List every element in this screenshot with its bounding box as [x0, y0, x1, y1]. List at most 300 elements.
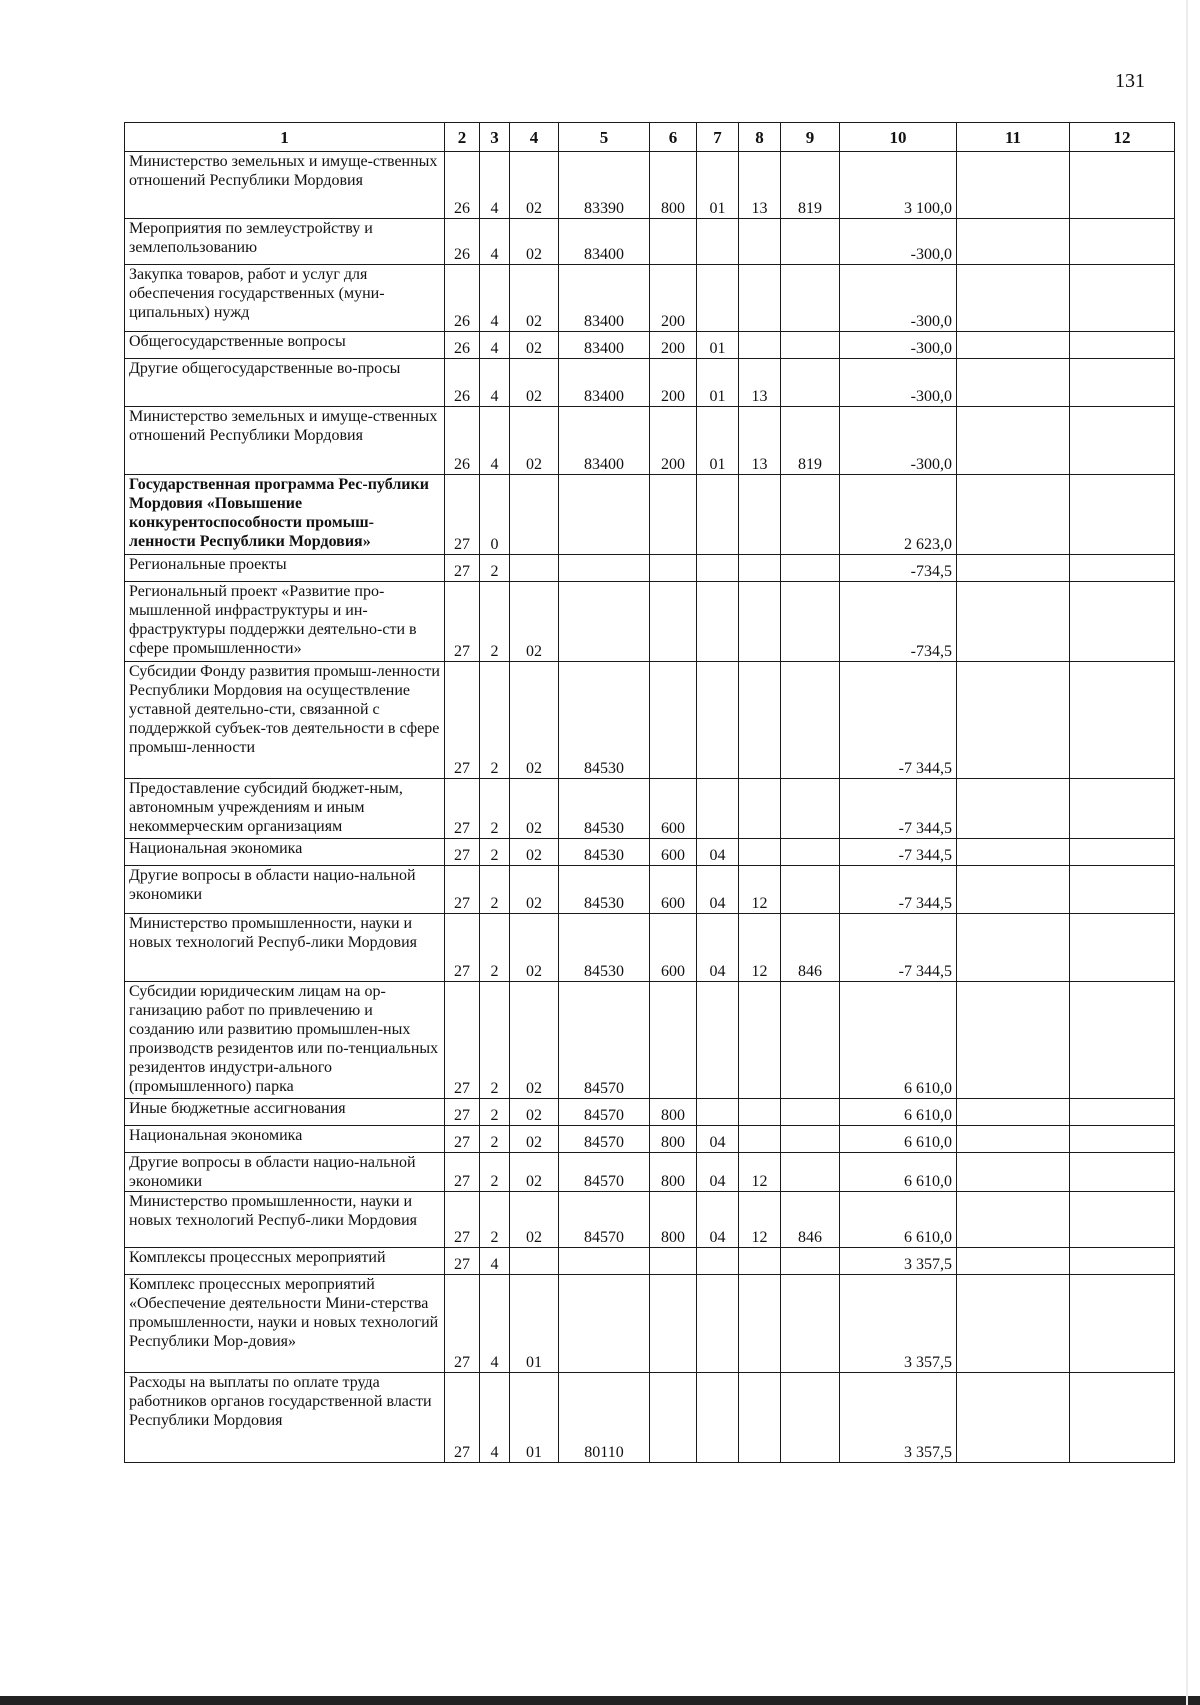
row-name: Министерство промышленности, науки и новых технологий Респуб-лики Мордовия	[125, 1192, 445, 1248]
col-3-code: 2	[480, 662, 510, 779]
col-11-value	[957, 555, 1070, 582]
col-10-amount: 3 100,0	[840, 152, 957, 219]
header-cell: 2	[445, 123, 480, 152]
row-name: Министерство земельных и имуще-ственных отношений Республики Мордовия	[125, 407, 445, 475]
col-9-code: 846	[781, 914, 840, 982]
table-body	[125, 152, 1175, 1463]
col-6-code: 600	[650, 866, 697, 914]
col-11-value	[957, 1126, 1070, 1153]
col-6-code: 800	[650, 1153, 697, 1192]
row-name: Предоставление субсидий бюджет-ным, автономным учреждениям и иным некоммерческим организациям	[125, 779, 445, 839]
col-6-code: 800	[650, 1192, 697, 1248]
col-4-code: 01	[510, 1373, 559, 1463]
col-11-value	[957, 219, 1070, 265]
table-row	[125, 1126, 1175, 1153]
col-12-value	[1070, 866, 1175, 914]
col-12-value	[1070, 1153, 1175, 1192]
col-6-code: 800	[650, 1099, 697, 1126]
col-3-code: 4	[480, 1248, 510, 1275]
col-8-code	[739, 265, 781, 332]
col-12-value	[1070, 982, 1175, 1099]
col-2-code: 27	[445, 1153, 480, 1192]
col-7-code	[697, 1099, 739, 1126]
table-row	[125, 866, 1175, 914]
col-11-value	[957, 1248, 1070, 1275]
row-name: Субсидии Фонду развития промыш-ленности Республики Мордовия на осуществление уставной деятельно-сти, связанной с поддержкой субъек-тов деятельности в сфере промыш-ленности	[125, 662, 445, 779]
scan-edge-right	[1186, 0, 1188, 1705]
col-3-code: 4	[480, 359, 510, 407]
col-12-value	[1070, 1099, 1175, 1126]
col-8-code	[739, 982, 781, 1099]
row-name: Субсидии юридическим лицам на ор-ганизацию работ по привлечению и созданию или развитию промышлен-ных производств резидентов или по-тенциальных резидентов индустри-ального (промышленного) парка	[125, 982, 445, 1099]
table-row	[125, 265, 1175, 332]
col-12-value	[1070, 779, 1175, 839]
col-3-code: 2	[480, 1153, 510, 1192]
col-7-code	[697, 1248, 739, 1275]
col-5-code: 84570	[559, 1099, 650, 1126]
col-9-code	[781, 219, 840, 265]
col-4-code	[510, 475, 559, 555]
col-4-code: 01	[510, 1275, 559, 1373]
col-7-code: 01	[697, 152, 739, 219]
col-7-code	[697, 582, 739, 662]
table-row	[125, 1153, 1175, 1192]
col-8-code	[739, 1099, 781, 1126]
col-9-code: 819	[781, 152, 840, 219]
col-6-code	[650, 1373, 697, 1463]
col-9-code	[781, 555, 840, 582]
col-9-code	[781, 332, 840, 359]
col-2-code: 27	[445, 839, 480, 866]
col-3-code: 2	[480, 914, 510, 982]
col-5-code	[559, 1248, 650, 1275]
col-10-amount: 3 357,5	[840, 1275, 957, 1373]
col-10-amount: -734,5	[840, 555, 957, 582]
col-4-code: 02	[510, 779, 559, 839]
col-12-value	[1070, 1126, 1175, 1153]
header-cell: 7	[697, 123, 739, 152]
col-8-code	[739, 1126, 781, 1153]
header-cell: 1	[125, 123, 445, 152]
col-7-code	[697, 779, 739, 839]
col-4-code: 02	[510, 1153, 559, 1192]
col-8-code: 12	[739, 1153, 781, 1192]
row-name: Комплекс процессных мероприятий «Обеспечение деятельности Мини-стерства промышленности, науки и новых технологий Республики Мор-довия»	[125, 1275, 445, 1373]
col-6-code	[650, 982, 697, 1099]
col-3-code: 4	[480, 332, 510, 359]
col-3-code: 4	[480, 265, 510, 332]
row-name: Комплексы процессных мероприятий	[125, 1248, 445, 1275]
col-9-code	[781, 779, 840, 839]
header-cell: 11	[957, 123, 1070, 152]
header-cell: 4	[510, 123, 559, 152]
col-5-code: 83390	[559, 152, 650, 219]
table-row	[125, 839, 1175, 866]
table-row	[125, 407, 1175, 475]
col-11-value	[957, 475, 1070, 555]
row-name: Расходы на выплаты по оплате труда работников органов государственной власти Республики Мордовия	[125, 1373, 445, 1463]
col-3-code: 2	[480, 555, 510, 582]
col-3-code: 2	[480, 1099, 510, 1126]
col-12-value	[1070, 359, 1175, 407]
col-2-code: 26	[445, 265, 480, 332]
col-11-value	[957, 839, 1070, 866]
col-8-code: 12	[739, 1192, 781, 1248]
col-4-code: 02	[510, 914, 559, 982]
table-row	[125, 582, 1175, 662]
col-5-code: 84530	[559, 914, 650, 982]
col-10-amount: -300,0	[840, 265, 957, 332]
col-9-code	[781, 1248, 840, 1275]
col-9-code	[781, 1373, 840, 1463]
header-cell: 12	[1070, 123, 1175, 152]
col-7-code: 04	[697, 914, 739, 982]
col-7-code	[697, 1373, 739, 1463]
col-12-value	[1070, 265, 1175, 332]
row-name: Региональный проект «Развитие про-мышленной инфраструктуры и ин-фраструктуры поддержки деятельно-сти в сфере промышленности»	[125, 582, 445, 662]
row-name: Другие вопросы в области нацио-нальной экономики	[125, 866, 445, 914]
row-name: Закупка товаров, работ и услуг для обеспечения государственных (муни-ципальных) нужд	[125, 265, 445, 332]
row-name: Общегосударственные вопросы	[125, 332, 445, 359]
header-cell: 6	[650, 123, 697, 152]
col-6-code	[650, 1275, 697, 1373]
col-11-value	[957, 152, 1070, 219]
col-8-code: 13	[739, 152, 781, 219]
col-8-code: 13	[739, 359, 781, 407]
col-3-code: 2	[480, 1192, 510, 1248]
col-3-code: 4	[480, 219, 510, 265]
col-3-code: 4	[480, 1373, 510, 1463]
row-name: Другие вопросы в области нацио-нальной экономики	[125, 1153, 445, 1192]
table-row	[125, 1275, 1175, 1373]
col-2-code: 27	[445, 582, 480, 662]
col-6-code: 200	[650, 407, 697, 475]
col-4-code: 02	[510, 1099, 559, 1126]
col-10-amount: -7 344,5	[840, 866, 957, 914]
col-7-code	[697, 555, 739, 582]
col-5-code: 84530	[559, 779, 650, 839]
table-row	[125, 359, 1175, 407]
col-4-code: 02	[510, 152, 559, 219]
col-12-value	[1070, 1248, 1175, 1275]
col-2-code: 27	[445, 1248, 480, 1275]
row-name: Национальная экономика	[125, 839, 445, 866]
header-cell: 9	[781, 123, 840, 152]
col-7-code: 04	[697, 1192, 739, 1248]
col-5-code: 84570	[559, 1192, 650, 1248]
table-row	[125, 662, 1175, 779]
col-6-code: 600	[650, 914, 697, 982]
col-12-value	[1070, 475, 1175, 555]
col-7-code: 01	[697, 359, 739, 407]
col-10-amount: -7 344,5	[840, 839, 957, 866]
col-4-code: 02	[510, 332, 559, 359]
col-8-code	[739, 219, 781, 265]
col-12-value	[1070, 1275, 1175, 1373]
row-name: Мероприятия по землеустройству и землепользованию	[125, 219, 445, 265]
row-name: Национальная экономика	[125, 1126, 445, 1153]
col-7-code: 01	[697, 407, 739, 475]
table-row	[125, 1099, 1175, 1126]
col-5-code: 84530	[559, 866, 650, 914]
col-11-value	[957, 332, 1070, 359]
col-6-code	[650, 219, 697, 265]
col-3-code: 2	[480, 982, 510, 1099]
col-12-value	[1070, 332, 1175, 359]
col-7-code: 04	[697, 1153, 739, 1192]
col-6-code: 600	[650, 779, 697, 839]
col-9-code: 819	[781, 407, 840, 475]
col-3-code: 2	[480, 779, 510, 839]
col-2-code: 27	[445, 475, 480, 555]
row-name: Государственная программа Рес-публики Мордовия «Повышение конкурентоспособности промыш-ленности Республики Мордовия»	[125, 475, 445, 555]
col-8-code	[739, 1248, 781, 1275]
col-10-amount: 2 623,0	[840, 475, 957, 555]
col-7-code: 04	[697, 1126, 739, 1153]
col-11-value	[957, 359, 1070, 407]
col-9-code	[781, 982, 840, 1099]
header-cell: 8	[739, 123, 781, 152]
col-4-code	[510, 1248, 559, 1275]
col-9-code	[781, 1153, 840, 1192]
col-8-code	[739, 555, 781, 582]
row-name: Министерство земельных и имуще-ственных отношений Республики Мордовия	[125, 152, 445, 219]
col-6-code: 200	[650, 332, 697, 359]
col-6-code	[650, 1248, 697, 1275]
col-4-code: 02	[510, 359, 559, 407]
col-12-value	[1070, 152, 1175, 219]
col-11-value	[957, 1099, 1070, 1126]
col-9-code: 846	[781, 1192, 840, 1248]
row-name: Региональные проекты	[125, 555, 445, 582]
col-12-value	[1070, 555, 1175, 582]
table-row	[125, 982, 1175, 1099]
col-11-value	[957, 582, 1070, 662]
header-cell: 5	[559, 123, 650, 152]
col-4-code: 02	[510, 1192, 559, 1248]
col-2-code: 27	[445, 1126, 480, 1153]
col-4-code: 02	[510, 219, 559, 265]
col-5-code	[559, 555, 650, 582]
col-4-code: 02	[510, 1126, 559, 1153]
table-row	[125, 1192, 1175, 1248]
page-number: 131	[1115, 70, 1145, 92]
col-12-value	[1070, 914, 1175, 982]
col-2-code: 27	[445, 866, 480, 914]
col-7-code	[697, 475, 739, 555]
col-2-code: 27	[445, 982, 480, 1099]
col-3-code: 2	[480, 582, 510, 662]
table-row	[125, 1248, 1175, 1275]
col-4-code: 02	[510, 982, 559, 1099]
col-9-code	[781, 1275, 840, 1373]
table-row	[125, 914, 1175, 982]
col-12-value	[1070, 1192, 1175, 1248]
col-5-code: 84530	[559, 662, 650, 779]
col-10-amount: -7 344,5	[840, 779, 957, 839]
col-6-code: 800	[650, 152, 697, 219]
col-2-code: 26	[445, 359, 480, 407]
col-8-code	[739, 779, 781, 839]
col-10-amount: -7 344,5	[840, 662, 957, 779]
col-11-value	[957, 982, 1070, 1099]
col-9-code	[781, 582, 840, 662]
col-4-code: 02	[510, 407, 559, 475]
col-9-code	[781, 1099, 840, 1126]
table-row	[125, 779, 1175, 839]
col-3-code: 4	[480, 407, 510, 475]
col-10-amount: -300,0	[840, 359, 957, 407]
col-5-code: 84530	[559, 839, 650, 866]
col-12-value	[1070, 407, 1175, 475]
col-8-code	[739, 332, 781, 359]
col-9-code	[781, 265, 840, 332]
table-row	[125, 332, 1175, 359]
col-8-code: 12	[739, 866, 781, 914]
col-7-code	[697, 219, 739, 265]
col-10-amount: 6 610,0	[840, 1192, 957, 1248]
col-5-code: 80110	[559, 1373, 650, 1463]
col-7-code	[697, 982, 739, 1099]
col-11-value	[957, 265, 1070, 332]
col-9-code	[781, 359, 840, 407]
col-2-code: 27	[445, 1275, 480, 1373]
col-2-code: 27	[445, 1373, 480, 1463]
col-10-amount: 6 610,0	[840, 1099, 957, 1126]
col-11-value	[957, 779, 1070, 839]
col-6-code	[650, 662, 697, 779]
col-7-code: 04	[697, 839, 739, 866]
col-12-value	[1070, 219, 1175, 265]
col-2-code: 27	[445, 779, 480, 839]
col-9-code	[781, 866, 840, 914]
col-9-code	[781, 662, 840, 779]
col-8-code	[739, 1275, 781, 1373]
header-cell: 3	[480, 123, 510, 152]
col-5-code: 84570	[559, 1126, 650, 1153]
col-5-code: 84570	[559, 1153, 650, 1192]
col-11-value	[957, 914, 1070, 982]
col-10-amount: 3 357,5	[840, 1248, 957, 1275]
col-4-code	[510, 555, 559, 582]
col-7-code	[697, 662, 739, 779]
col-10-amount: -300,0	[840, 219, 957, 265]
table-row	[125, 219, 1175, 265]
col-6-code: 600	[650, 839, 697, 866]
col-4-code: 02	[510, 582, 559, 662]
col-6-code	[650, 475, 697, 555]
row-name: Другие общегосударственные во-просы	[125, 359, 445, 407]
col-11-value	[957, 1192, 1070, 1248]
col-8-code	[739, 839, 781, 866]
col-3-code: 2	[480, 1126, 510, 1153]
col-10-amount: 6 610,0	[840, 1126, 957, 1153]
col-5-code: 83400	[559, 265, 650, 332]
col-2-code: 26	[445, 407, 480, 475]
table-row	[125, 152, 1175, 219]
col-11-value	[957, 662, 1070, 779]
col-6-code: 800	[650, 1126, 697, 1153]
table-row	[125, 475, 1175, 555]
col-7-code: 01	[697, 332, 739, 359]
col-2-code: 26	[445, 219, 480, 265]
col-6-code: 200	[650, 359, 697, 407]
col-11-value	[957, 1373, 1070, 1463]
col-3-code: 2	[480, 866, 510, 914]
col-3-code: 2	[480, 839, 510, 866]
col-5-code: 83400	[559, 332, 650, 359]
row-name: Министерство промышленности, науки и новых технологий Респуб-лики Мордовия	[125, 914, 445, 982]
col-11-value	[957, 1153, 1070, 1192]
col-9-code	[781, 839, 840, 866]
col-8-code	[739, 662, 781, 779]
col-6-code	[650, 582, 697, 662]
header-row	[125, 123, 1175, 152]
budget-table	[124, 122, 1175, 1463]
col-5-code: 83400	[559, 359, 650, 407]
col-5-code	[559, 475, 650, 555]
col-10-amount: -7 344,5	[840, 914, 957, 982]
col-11-value	[957, 407, 1070, 475]
col-2-code: 27	[445, 1192, 480, 1248]
scan-edge-bottom	[0, 1696, 1200, 1705]
col-8-code: 13	[739, 407, 781, 475]
header-cell: 10	[840, 123, 957, 152]
col-2-code: 27	[445, 914, 480, 982]
col-5-code: 84570	[559, 982, 650, 1099]
col-2-code: 26	[445, 152, 480, 219]
col-6-code: 200	[650, 265, 697, 332]
col-11-value	[957, 866, 1070, 914]
row-name: Иные бюджетные ассигнования	[125, 1099, 445, 1126]
col-4-code: 02	[510, 839, 559, 866]
col-8-code	[739, 475, 781, 555]
col-5-code	[559, 1275, 650, 1373]
col-5-code	[559, 582, 650, 662]
col-12-value	[1070, 1373, 1175, 1463]
col-4-code: 02	[510, 662, 559, 779]
col-3-code: 4	[480, 1275, 510, 1373]
col-12-value	[1070, 839, 1175, 866]
col-8-code: 12	[739, 914, 781, 982]
col-10-amount: -300,0	[840, 407, 957, 475]
col-7-code	[697, 1275, 739, 1373]
col-10-amount: 3 357,5	[840, 1373, 957, 1463]
table-row	[125, 555, 1175, 582]
col-10-amount: -734,5	[840, 582, 957, 662]
col-12-value	[1070, 582, 1175, 662]
col-4-code: 02	[510, 265, 559, 332]
col-5-code: 83400	[559, 407, 650, 475]
col-9-code	[781, 1126, 840, 1153]
col-7-code	[697, 265, 739, 332]
col-5-code: 83400	[559, 219, 650, 265]
col-2-code: 27	[445, 662, 480, 779]
col-3-code: 0	[480, 475, 510, 555]
col-10-amount: -300,0	[840, 332, 957, 359]
col-3-code: 4	[480, 152, 510, 219]
col-2-code: 27	[445, 1099, 480, 1126]
col-10-amount: 6 610,0	[840, 982, 957, 1099]
col-10-amount: 6 610,0	[840, 1153, 957, 1192]
col-9-code	[781, 475, 840, 555]
col-6-code	[650, 555, 697, 582]
col-4-code: 02	[510, 866, 559, 914]
col-2-code: 27	[445, 555, 480, 582]
col-2-code: 26	[445, 332, 480, 359]
table-row	[125, 1373, 1175, 1463]
col-7-code: 04	[697, 866, 739, 914]
